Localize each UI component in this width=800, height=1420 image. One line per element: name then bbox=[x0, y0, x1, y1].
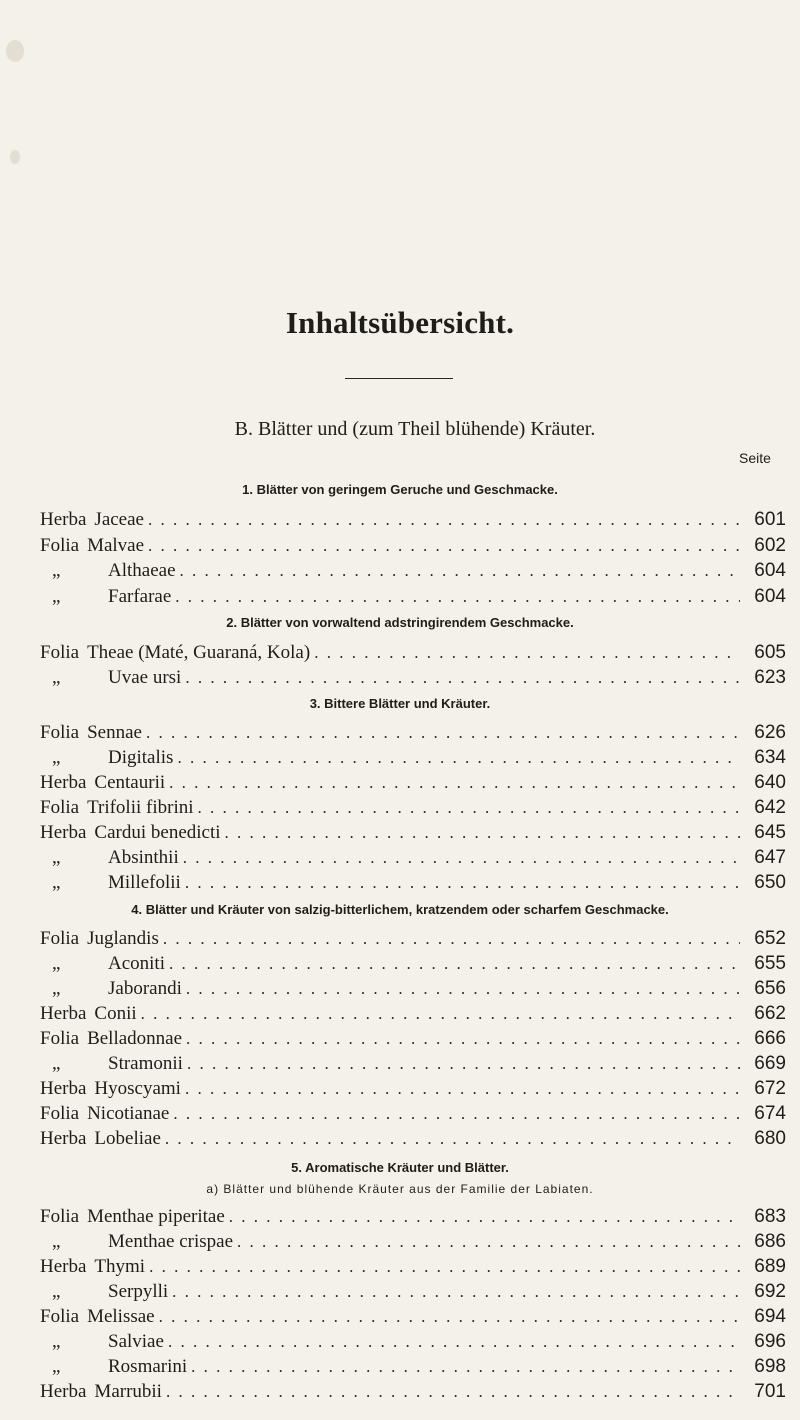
dot-leader bbox=[168, 1332, 740, 1352]
paper-stain bbox=[10, 150, 20, 164]
entry-name: Sennae bbox=[87, 722, 142, 743]
entry-page-number: 604 bbox=[754, 586, 786, 607]
toc-entry bbox=[40, 509, 786, 534]
entry-name: Thymi bbox=[94, 1256, 146, 1277]
toc-entry bbox=[40, 560, 786, 585]
entry-label bbox=[40, 586, 171, 608]
entry-prefix: Herba bbox=[40, 1381, 87, 1402]
entry-prefix: „ bbox=[52, 1356, 61, 1377]
entry-page-number: 656 bbox=[754, 978, 786, 999]
dot-leader bbox=[186, 979, 740, 999]
toc-entry bbox=[40, 797, 786, 822]
toc-entry bbox=[40, 953, 786, 978]
entry-label bbox=[40, 1103, 169, 1125]
entry-page-number: 647 bbox=[754, 847, 786, 868]
group-heading-5: 5. Aromatische Kräuter und Blätter. bbox=[291, 1160, 509, 1175]
entry-label bbox=[40, 1206, 225, 1228]
group-heading-1: 1. Blätter von geringem Geruche und Geschmacke. bbox=[242, 482, 558, 497]
dot-leader bbox=[229, 1207, 740, 1227]
entry-prefix: Folia bbox=[40, 928, 80, 949]
entry-label bbox=[40, 1256, 145, 1278]
entry-prefix: „ bbox=[52, 586, 61, 607]
dot-leader bbox=[225, 823, 740, 843]
toc-entry bbox=[40, 822, 786, 847]
dot-leader bbox=[163, 929, 740, 949]
entry-name: Malvae bbox=[87, 535, 145, 556]
entry-prefix: „ bbox=[52, 560, 61, 581]
entry-prefix: Folia bbox=[40, 1028, 80, 1049]
entry-label bbox=[40, 847, 179, 869]
entry-prefix: Folia bbox=[40, 642, 80, 663]
dot-leader bbox=[198, 798, 740, 818]
entry-name: Cardui benedicti bbox=[94, 822, 221, 843]
entry-prefix: „ bbox=[52, 747, 61, 768]
toc-entry bbox=[40, 1128, 786, 1153]
entry-page-number: 650 bbox=[754, 872, 786, 893]
toc-entry bbox=[40, 642, 786, 667]
entry-name: Belladonnae bbox=[87, 1028, 183, 1049]
dot-leader bbox=[172, 1282, 740, 1302]
toc-entry bbox=[40, 1231, 786, 1256]
toc-entry bbox=[40, 772, 786, 797]
entry-name: Digitalis bbox=[108, 747, 174, 768]
entry-page-number: 662 bbox=[754, 1003, 786, 1024]
dot-leader bbox=[166, 1382, 740, 1402]
entry-prefix: „ bbox=[52, 978, 61, 999]
entry-label bbox=[40, 509, 144, 531]
toc-entry bbox=[40, 928, 786, 953]
entry-page-number: 701 bbox=[754, 1381, 786, 1402]
entry-name: Jaceae bbox=[94, 509, 144, 530]
dot-leader bbox=[185, 873, 740, 893]
entry-label bbox=[40, 1281, 168, 1303]
entry-name: Millefolii bbox=[108, 872, 181, 893]
dot-leader bbox=[159, 1307, 740, 1327]
dot-leader bbox=[185, 1079, 740, 1099]
toc-entry bbox=[40, 1028, 786, 1053]
entry-page-number: 604 bbox=[754, 560, 786, 581]
dot-leader bbox=[141, 1004, 740, 1024]
entry-page-number: 623 bbox=[754, 667, 786, 688]
entry-prefix: Folia bbox=[40, 722, 80, 743]
dot-leader bbox=[169, 954, 740, 974]
entry-label bbox=[40, 772, 165, 794]
entry-page-number: 655 bbox=[754, 953, 786, 974]
entry-label bbox=[40, 872, 181, 894]
dot-leader bbox=[237, 1232, 740, 1252]
entry-name: Melissae bbox=[87, 1306, 155, 1327]
entry-page-number: 683 bbox=[754, 1206, 786, 1227]
entry-name: Jaborandi bbox=[108, 978, 182, 999]
toc-entry bbox=[40, 872, 786, 897]
entry-label bbox=[40, 747, 173, 769]
toc-entry bbox=[40, 1256, 786, 1281]
entry-name: Trifolii fibrini bbox=[87, 797, 194, 818]
entry-page-number: 605 bbox=[754, 642, 786, 663]
entry-prefix: „ bbox=[52, 667, 61, 688]
toc-entry bbox=[40, 1078, 786, 1103]
entry-name: Marrubii bbox=[94, 1381, 162, 1402]
entry-name: Nicotianae bbox=[87, 1103, 170, 1124]
entry-page-number: 602 bbox=[754, 535, 786, 556]
entry-label bbox=[40, 1078, 181, 1100]
dot-leader bbox=[186, 1029, 740, 1049]
entry-label bbox=[40, 1356, 187, 1378]
entry-prefix: Herba bbox=[40, 822, 87, 843]
entry-label bbox=[40, 797, 194, 819]
toc-entry bbox=[40, 1281, 786, 1306]
page-title: Inhaltsübersicht. bbox=[285, 305, 515, 340]
toc-entry bbox=[40, 1381, 786, 1406]
toc-entry bbox=[40, 1003, 786, 1028]
toc-entry bbox=[40, 1331, 786, 1356]
dot-leader bbox=[185, 668, 740, 688]
entry-prefix: „ bbox=[52, 1281, 61, 1302]
entry-name: Absinthii bbox=[108, 847, 179, 868]
entry-page-number: 601 bbox=[754, 509, 786, 530]
entry-page-number: 692 bbox=[754, 1281, 786, 1302]
group-subheading: a) Blätter und blühende Kräuter aus der Familie der Labiaten. bbox=[206, 1182, 594, 1196]
entry-page-number: 640 bbox=[754, 772, 786, 793]
entry-page-number: 652 bbox=[754, 928, 786, 949]
entry-prefix: Folia bbox=[40, 1103, 80, 1124]
entry-page-number: 672 bbox=[754, 1078, 786, 1099]
section-heading: B. Blätter und (zum Theil blühende) Kräuter. bbox=[234, 418, 596, 440]
dot-leader bbox=[314, 643, 740, 663]
entry-label bbox=[40, 1231, 233, 1253]
entry-label bbox=[40, 822, 221, 844]
toc-entry bbox=[40, 1356, 786, 1381]
toc-entry bbox=[40, 1103, 786, 1128]
entry-prefix: Herba bbox=[40, 1128, 87, 1149]
entry-prefix: „ bbox=[52, 847, 61, 868]
entry-prefix: Herba bbox=[40, 509, 87, 530]
entry-prefix: Folia bbox=[40, 1306, 80, 1327]
entry-label bbox=[40, 928, 159, 950]
toc-entry bbox=[40, 1206, 786, 1231]
entry-name: Serpylli bbox=[108, 1281, 169, 1302]
entry-name: Menthae piperitae bbox=[87, 1206, 225, 1227]
entry-name: Centaurii bbox=[94, 772, 166, 793]
dot-leader bbox=[148, 510, 740, 530]
entry-prefix: Herba bbox=[40, 1078, 87, 1099]
dot-leader bbox=[175, 587, 740, 607]
entry-name: Salviae bbox=[108, 1331, 164, 1352]
group-heading-4: 4. Blätter und Kräuter von salzig-bitterlichem, kratzendem oder scharfem Geschmacke. bbox=[131, 902, 669, 917]
dot-leader bbox=[165, 1129, 740, 1149]
paper-stain bbox=[6, 40, 24, 62]
entry-label bbox=[40, 953, 165, 975]
entry-page-number: 674 bbox=[754, 1103, 786, 1124]
entry-name: Menthae crispae bbox=[108, 1231, 234, 1252]
entry-prefix: Folia bbox=[40, 535, 80, 556]
entry-page-number: 634 bbox=[754, 747, 786, 768]
dot-leader bbox=[173, 1104, 740, 1124]
group-heading-2: 2. Blätter von vorwaltend adstringirendem Geschmacke. bbox=[226, 615, 574, 630]
entry-prefix: Herba bbox=[40, 1256, 87, 1277]
toc-entry bbox=[40, 722, 786, 747]
dot-leader bbox=[177, 748, 740, 768]
entry-label bbox=[40, 1128, 161, 1150]
toc-entry bbox=[40, 667, 786, 692]
entry-prefix: Folia bbox=[40, 1206, 80, 1227]
entry-name: Juglandis bbox=[87, 928, 159, 949]
entry-name: Rosmarini bbox=[108, 1356, 188, 1377]
toc-entry bbox=[40, 1053, 786, 1078]
entry-name: Stramonii bbox=[108, 1053, 183, 1074]
toc-entry bbox=[40, 978, 786, 1003]
dot-leader bbox=[146, 723, 740, 743]
entry-page-number: 680 bbox=[754, 1128, 786, 1149]
entry-name: Conii bbox=[94, 1003, 137, 1024]
entry-page-number: 666 bbox=[754, 1028, 786, 1049]
toc-entry bbox=[40, 747, 786, 772]
entry-page-number: 645 bbox=[754, 822, 786, 843]
entry-label bbox=[40, 1381, 162, 1403]
entry-name: Hyoscyami bbox=[94, 1078, 181, 1099]
entry-page-number: 642 bbox=[754, 797, 786, 818]
dot-leader bbox=[180, 561, 740, 581]
entry-label bbox=[40, 1306, 155, 1328]
entry-page-number: 669 bbox=[754, 1053, 786, 1074]
toc-entry bbox=[40, 535, 786, 560]
dot-leader bbox=[191, 1357, 740, 1377]
entry-label bbox=[40, 722, 142, 744]
page-column-label: Seite bbox=[739, 450, 771, 466]
entry-page-number: 698 bbox=[754, 1356, 786, 1377]
entry-prefix: „ bbox=[52, 1231, 61, 1252]
entry-name: Lobeliae bbox=[94, 1128, 161, 1149]
toc-entry bbox=[40, 847, 786, 872]
entry-label bbox=[40, 1331, 164, 1353]
entry-label bbox=[40, 978, 182, 1000]
entry-label bbox=[40, 1053, 183, 1075]
dot-leader bbox=[183, 848, 740, 868]
entry-page-number: 686 bbox=[754, 1231, 786, 1252]
entry-label bbox=[40, 535, 144, 557]
entry-prefix: „ bbox=[52, 872, 61, 893]
entry-prefix: „ bbox=[52, 1053, 61, 1074]
entry-name: Theae (Maté, Guaraná, Kola) bbox=[87, 642, 311, 663]
entry-prefix: „ bbox=[52, 1331, 61, 1352]
dot-leader bbox=[148, 536, 740, 556]
entry-label bbox=[40, 667, 181, 689]
entry-prefix: Herba bbox=[40, 772, 87, 793]
entry-name: Farfarae bbox=[108, 586, 172, 607]
group-heading-3: 3. Bittere Blätter und Kräuter. bbox=[309, 696, 491, 711]
entry-prefix: Herba bbox=[40, 1003, 87, 1024]
entry-page-number: 689 bbox=[754, 1256, 786, 1277]
dot-leader bbox=[187, 1054, 740, 1074]
entry-name: Aconiti bbox=[108, 953, 165, 974]
entry-label bbox=[40, 560, 176, 582]
entry-prefix: Folia bbox=[40, 797, 80, 818]
entry-page-number: 626 bbox=[754, 722, 786, 743]
toc-entry bbox=[40, 1306, 786, 1331]
entry-label bbox=[40, 642, 310, 664]
entry-prefix: „ bbox=[52, 953, 61, 974]
entry-name: Uvae ursi bbox=[108, 667, 182, 688]
toc-entry bbox=[40, 586, 786, 611]
entry-label bbox=[40, 1003, 137, 1025]
entry-page-number: 694 bbox=[754, 1306, 786, 1327]
dot-leader bbox=[169, 773, 740, 793]
entry-label bbox=[40, 1028, 182, 1050]
entry-page-number: 696 bbox=[754, 1331, 786, 1352]
dot-leader bbox=[149, 1257, 740, 1277]
entry-name: Althaeae bbox=[108, 560, 176, 581]
title-rule bbox=[345, 378, 453, 379]
